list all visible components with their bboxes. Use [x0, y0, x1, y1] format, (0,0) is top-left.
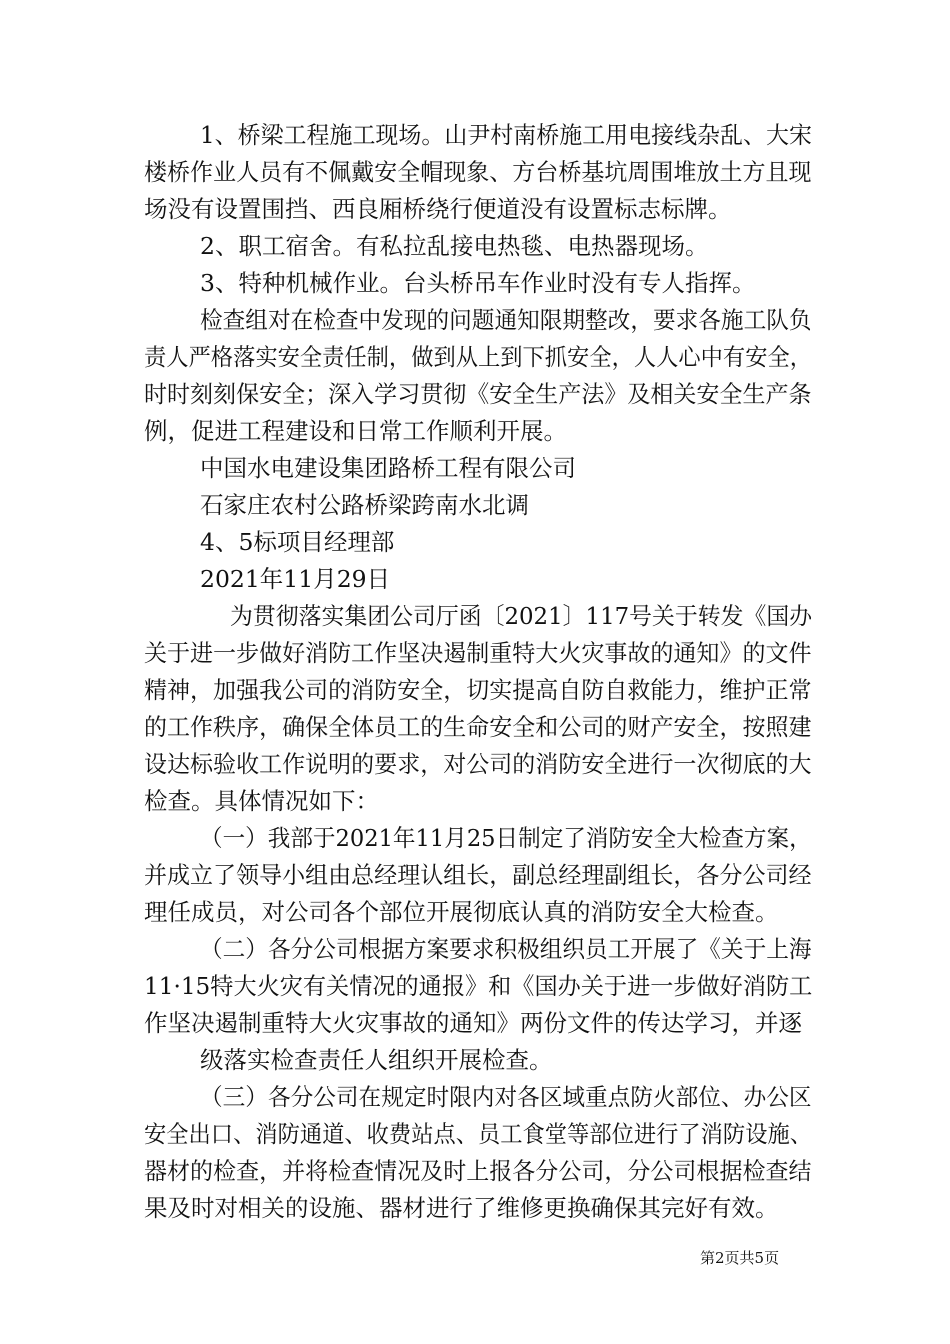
- text-line: 精神，加强我公司的消防安全，切实提高自防自救能力，维护正常: [144, 676, 812, 704]
- text-line: 安全出口、消防通道、收费站点、员工食堂等部位进行了消防设施、: [144, 1120, 812, 1148]
- text-line: 1、桥梁工程施工现场。山尹村南桥施工用电接线杂乱、大宋: [200, 121, 812, 149]
- text-line: 理任成员，对公司各个部位开展彻底认真的消防安全大检查。: [144, 898, 779, 926]
- text-line: 11·15特大火灾有关情况的通报》和《国办关于进一步做好消防工: [144, 972, 813, 1000]
- text-line: 器材的检查，并将检查情况及时上报各分公司，分公司根据检查结: [144, 1157, 812, 1185]
- text-line: 设达标验收工作说明的要求，对公司的消防安全进行一次彻底的大: [144, 750, 812, 778]
- text-line: 果及时对相关的设施、器材进行了维修更换确保其完好有效。: [144, 1194, 779, 1222]
- text-line: 作坚决遏制重特大火灾事故的通知》两份文件的传达学习，并逐: [144, 1009, 802, 1037]
- text-line: 楼桥作业人员有不佩戴安全帽现象、方台桥基坑周围堆放土方且现: [144, 158, 812, 186]
- text-line: 为贯彻落实集团公司厅函〔2021〕117号关于转发《国办: [230, 602, 813, 630]
- text-line: 的工作秩序，确保全体员工的生命安全和公司的财产安全，按照建: [144, 713, 812, 741]
- signature-project: 石家庄农村公路桥梁跨南水北调: [200, 491, 529, 519]
- text-line: 时时刻刻保安全；深入学习贯彻《安全生产法》及相关安全生产条: [144, 380, 812, 408]
- signature-department: 4、5标项目经理部: [200, 528, 395, 556]
- page-number: 第2页共5页: [700, 1249, 780, 1267]
- text-line: 例，促进工程建设和日常工作顺利开展。: [144, 417, 567, 445]
- text-line: 级落实检查责任人组织开展检查。: [200, 1046, 553, 1074]
- text-line: 检查组对在检查中发现的问题通知限期整改，要求各施工队负: [200, 306, 812, 334]
- text-line: 检查。具体情况如下：: [144, 787, 379, 815]
- text-line: （一）我部于2021年11月25日制定了消防安全大检查方案，: [200, 824, 812, 852]
- text-line: 并成立了领导小组由总经理认组长，副总经理副组长，各分公司经: [144, 861, 812, 889]
- signature-date: 2021年11月29日: [200, 565, 391, 593]
- text-line: 责人严格落实安全责任制，做到从上到下抓安全，人人心中有安全，: [144, 343, 812, 371]
- signature-org: 中国水电建设集团路桥工程有限公司: [200, 454, 576, 482]
- text-line: 2、职工宿舍。有私拉乱接电热毯、电热器现场。: [200, 232, 709, 260]
- text-line: （二）各分公司根据方案要求积极组织员工开展了《关于上海: [200, 935, 812, 963]
- text-line: 场没有设置围挡、西良厢桥绕行便道没有设置标志标牌。: [144, 195, 732, 223]
- text-line: （三）各分公司在规定时限内对各区域重点防火部位、办公区: [200, 1083, 812, 1111]
- text-line: 3、特种机械作业。台头桥吊车作业时没有专人指挥。: [200, 269, 756, 297]
- text-line: 关于进一步做好消防工作坚决遏制重特大火灾事故的通知》的文件: [144, 639, 812, 667]
